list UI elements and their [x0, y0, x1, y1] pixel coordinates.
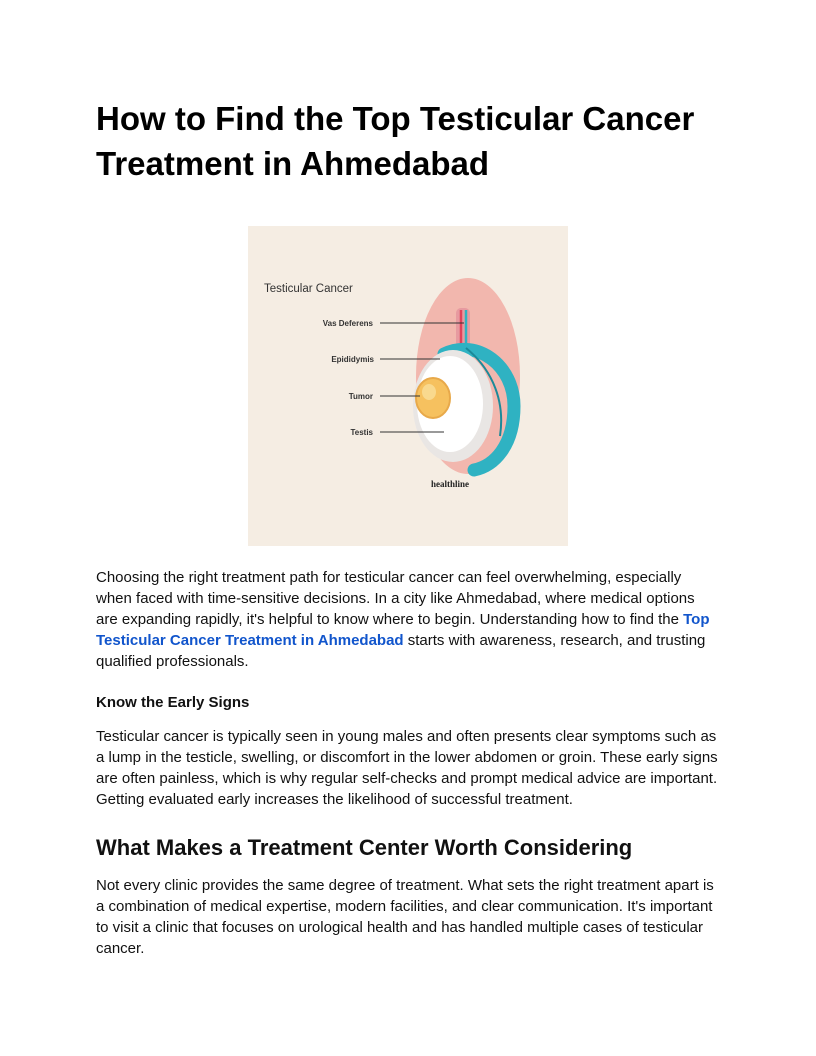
page-title: How to Find the Top Testicular Cancer Treatment in Ahmedabad	[96, 100, 695, 182]
section-early-signs-heading: Know the Early Signs	[96, 694, 250, 711]
document-page	[96, 96, 720, 959]
label-epididymis: Epididymis	[331, 355, 374, 364]
figure-container	[96, 226, 720, 546]
brand-logo-text: healthline	[430, 479, 470, 489]
label-vas-deferens: Vas Deferens	[322, 319, 373, 328]
figure-heading: Testicular Cancer	[264, 283, 353, 295]
intro-text-after: starts with awareness, research, and trusting qualified professionals.	[96, 632, 706, 670]
testicular-cancer-diagram	[248, 226, 568, 546]
section-treatment-center-body: Not every clinic provides the same degree of treatment. What sets the right treatment apart is a combination of medical expertise, modern facilities, and clear communication. It's important to visit a clinic that focuses on urological health and has handled multiple cases of testicular cancer.	[96, 877, 714, 957]
intro-text-before: Choosing the right treatment path for testicular cancer can feel overwhelming, especially when faced with time-sensitive decisions. In a city like Ahmedabad, where medical options are expanding rapidly, it's helpful to know where to begin. Understanding how to find the	[96, 569, 695, 628]
section-treatment-center-heading: What Makes a Treatment Center Worth Considering	[96, 835, 633, 860]
intro-paragraph	[96, 567, 720, 672]
section-early-signs-body: Testicular cancer is typically seen in young males and often presents clear symptoms such as a lump in the testicle, swelling, or discomfort in the lower abdomen or groin. These early signs are often painless, which is why regular self-checks and prompt medical advice are important. Getting evaluated early increases the likelihood of successful treatment.	[96, 728, 718, 808]
treatment-link[interactable]: Top Testicular Cancer Treatment in Ahmedabad	[96, 611, 710, 649]
label-tumor: Tumor	[348, 392, 373, 401]
tumor-highlight-shape	[422, 384, 436, 400]
cord-shape	[456, 308, 470, 348]
label-testis: Testis	[350, 428, 373, 437]
anatomy-illustration	[248, 226, 568, 546]
